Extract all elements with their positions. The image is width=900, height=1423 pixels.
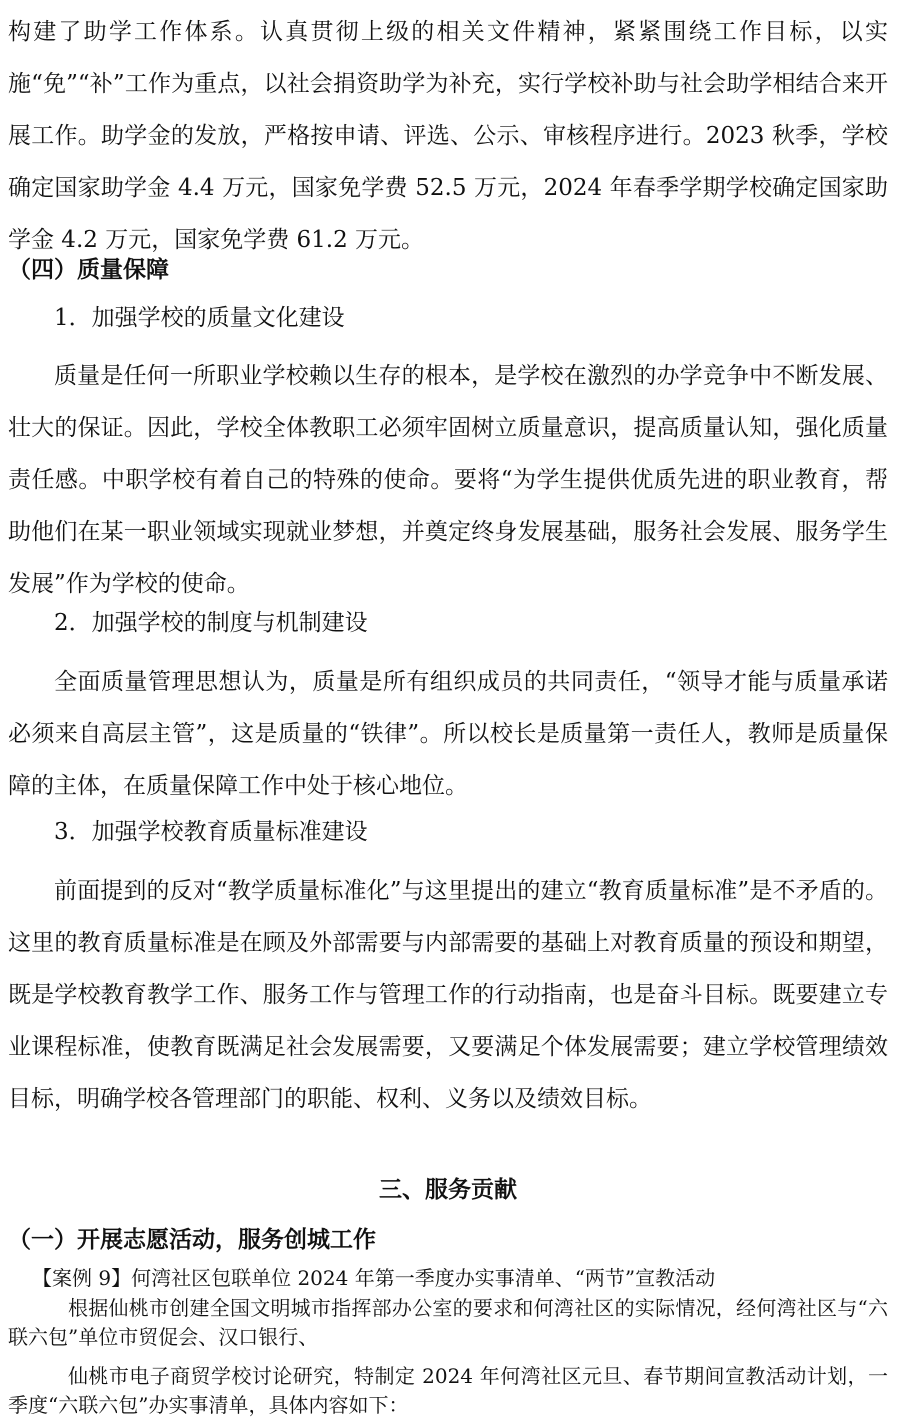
item3-title: 3．加强学校教育质量标准建设 — [54, 819, 368, 845]
section-heading-quality: （四）质量保障 — [8, 257, 169, 283]
part3-heading: 三、服务贡献 — [379, 1177, 517, 1203]
item2-title: 2．加强学校的制度与机制建设 — [54, 610, 368, 636]
item3-body: 前面提到的反对“教学质量标准化”与这里提出的建立“教育质量标准”是不矛盾的。这里的教育质量标准是在顾及外部需要与内部需要的基础上对教育质量的预设和期望，既是学校教育教学工作、服务工作与管理工作的行动指南，也是奋斗目标。既要建立专业课程标准，使教育既满足社会发展需要，又要满足个体发展需要；建立学校管理绩效目标，明确学校各管理部门的职能、权利、义务以及绩效目标。 — [8, 878, 888, 1112]
case-title: 【案例 9】何湾社区包联单位 2024 年第一季度办实事清单、“两节”宣教活动 — [32, 1266, 716, 1290]
intro-paragraph: 构建了助学工作体系。认真贯彻上级的相关文件精神，紧紧围绕工作目标，以实施“免”“补”工作为重点，以社会捐资助学为补充，实行学校补助与社会助学相结合来开展工作。助学金的发放，严格按申请、评选、公示、审核程序进行。2023 秋季，学校确定国家助学金 4.4 万元，国家免学费 52.5 万元，2024 年春季学期学校确定国家助学金 4.2 万元，国家免学费 61.2 万元。 — [8, 19, 888, 253]
case-paragraph-1: 根据仙桃市创建全国文明城市指挥部办公室的要求和何湾社区的实际情况，经何湾社区与“六联六包”单位市贸促会、汉口银行、 — [8, 1296, 888, 1349]
item1-body: 质量是任何一所职业学校赖以生存的根本，是学校在激烈的办学竞争中不断发展、壮大的保证。因此，学校全体教职工必须牢固树立质量意识，提高质量认知，强化质量责任感。中职学校有着自己的特殊的使命。要将“为学生提供优质先进的职业教育，帮助他们在某一职业领域实现就业梦想，并奠定终身发展基础，服务社会发展、服务学生发展”作为学校的使命。 — [8, 363, 888, 597]
item2-body: 全面质量管理思想认为，质量是所有组织成员的共同责任，“领导才能与质量承诺必须来自高层主管”，这是质量的“铁律”。所以校长是质量第一责任人，教师是质量保障的主体，在质量保障工作中处于核心地位。 — [8, 669, 888, 799]
item1-title: 1．加强学校的质量文化建设 — [54, 305, 345, 331]
case-paragraph-2: 仙桃市电子商贸学校讨论研究，特制定 2024 年何湾社区元旦、春节期间宣教活动计划，一季度“六联六包”办实事清单，具体内容如下： — [8, 1364, 888, 1417]
subsection-volunteer-heading: （一）开展志愿活动，服务创城工作 — [8, 1227, 376, 1253]
